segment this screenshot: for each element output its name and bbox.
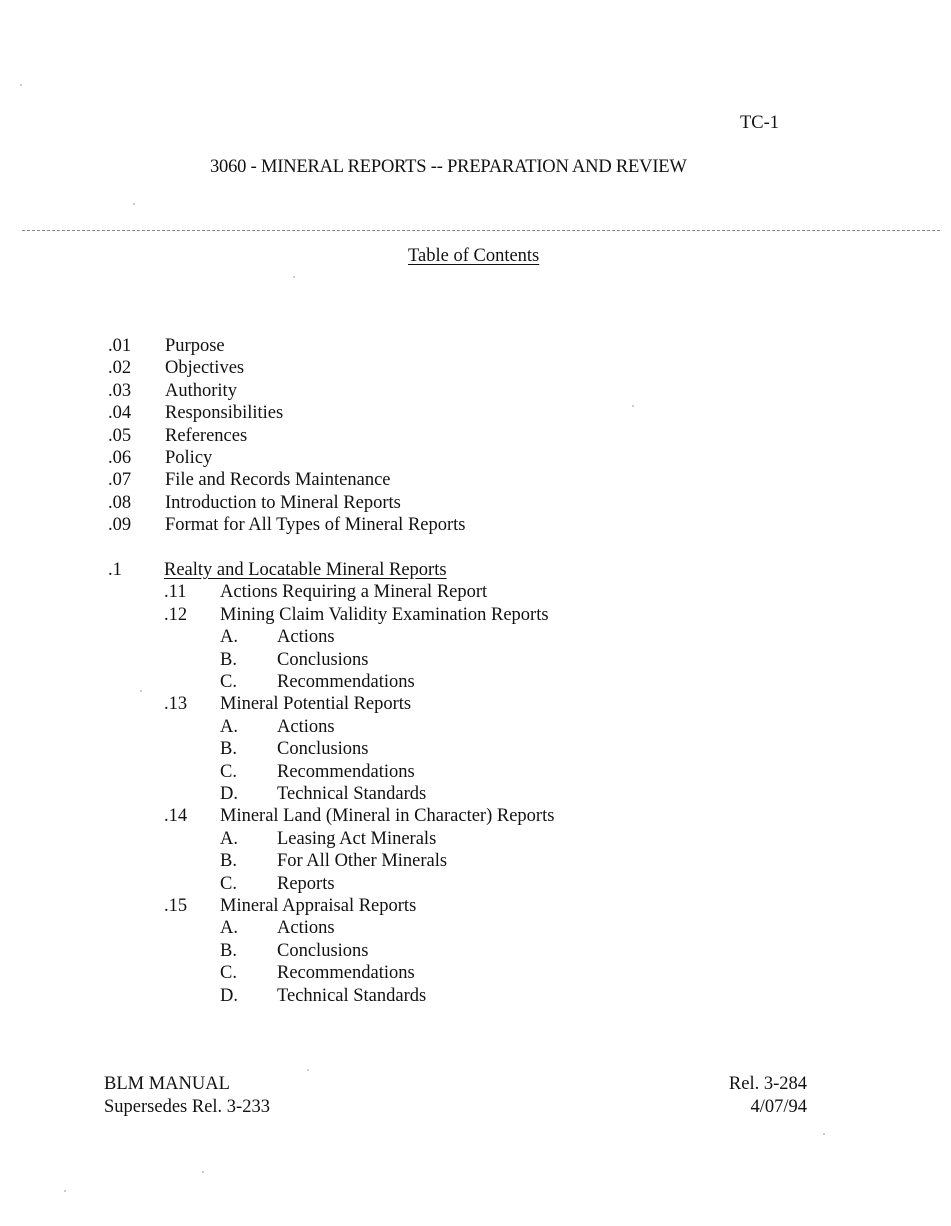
toc-entry-text: Mineral Land (Mineral in Character) Reports bbox=[220, 806, 555, 826]
toc-entry-text: File and Records Maintenance bbox=[165, 470, 391, 490]
toc-entry-text: Format for All Types of Mineral Reports bbox=[165, 515, 466, 535]
toc-entry-text: Mineral Appraisal Reports bbox=[220, 896, 417, 916]
toc-number: .02 bbox=[108, 358, 132, 378]
toc-number: B. bbox=[220, 739, 237, 759]
toc-entry-text: Leasing Act Minerals bbox=[277, 829, 437, 849]
toc-entry-text: Recommendations bbox=[277, 762, 415, 782]
toc-entry-text: Conclusions bbox=[277, 941, 369, 961]
toc-number: .03 bbox=[108, 381, 132, 401]
scan-speck bbox=[202, 1171, 204, 1173]
scan-speck bbox=[140, 690, 142, 692]
toc-entry-text: Purpose bbox=[165, 336, 225, 356]
scan-speck bbox=[64, 1190, 66, 1192]
toc-number: .08 bbox=[108, 493, 132, 513]
toc-entry-text: References bbox=[165, 426, 248, 446]
toc-number: .07 bbox=[108, 470, 132, 490]
toc-number: C. bbox=[220, 963, 237, 983]
toc-entry-text: Policy bbox=[165, 448, 213, 468]
toc-entry-text: Recommendations bbox=[277, 963, 415, 983]
footer-release: Rel. 3-284 bbox=[728, 1074, 807, 1094]
toc-entry-text: Actions bbox=[277, 918, 335, 938]
toc-entry-text: Conclusions bbox=[277, 739, 369, 759]
toc-entry-text: Reports bbox=[277, 874, 335, 894]
footer-manual: BLM MANUAL bbox=[104, 1074, 230, 1094]
toc-number: .14 bbox=[164, 806, 188, 826]
footer-supersedes: Supersedes Rel. 3-233 bbox=[104, 1097, 270, 1117]
scan-speck bbox=[307, 1069, 309, 1071]
toc-entry-text: Actions bbox=[277, 627, 335, 647]
toc-number: B. bbox=[220, 851, 237, 871]
toc-number: A. bbox=[220, 918, 238, 938]
dashed-divider bbox=[22, 230, 940, 231]
toc-number: .11 bbox=[164, 582, 187, 602]
toc-entry-text: Technical Standards bbox=[277, 784, 427, 804]
toc-entry-text: Recommendations bbox=[277, 672, 415, 692]
toc-number: .1 bbox=[108, 560, 122, 580]
scan-speck bbox=[632, 405, 634, 407]
toc-entry-text: Mineral Potential Reports bbox=[220, 694, 412, 714]
scan-speck bbox=[823, 1133, 825, 1135]
document-title: 3060 - MINERAL REPORTS -- PREPARATION AND REVIEW bbox=[210, 157, 687, 177]
toc-entry-text: Technical Standards bbox=[277, 986, 427, 1006]
toc-entry-text: Objectives bbox=[165, 358, 245, 378]
toc-entry-text: Actions Requiring a Mineral Report bbox=[220, 582, 488, 602]
toc-number: .05 bbox=[108, 426, 132, 446]
toc-number: .15 bbox=[164, 896, 188, 916]
toc-number: .12 bbox=[164, 605, 188, 625]
toc-entry-text: Conclusions bbox=[277, 650, 369, 670]
toc-entry-text: For All Other Minerals bbox=[277, 851, 448, 871]
toc-number: A. bbox=[220, 829, 238, 849]
toc-number: .04 bbox=[108, 403, 132, 423]
toc-number: A. bbox=[220, 627, 238, 647]
toc-number: C. bbox=[220, 762, 237, 782]
toc-number: .13 bbox=[164, 694, 188, 714]
toc-entry-text: Mining Claim Validity Examination Reports bbox=[220, 605, 549, 625]
toc-number: D. bbox=[220, 784, 238, 804]
toc-number: B. bbox=[220, 941, 237, 961]
toc-entry-text: Actions bbox=[277, 717, 335, 737]
toc-entry-text: Responsibilities bbox=[165, 403, 284, 423]
page-number: TC-1 bbox=[740, 113, 780, 133]
toc-number: .09 bbox=[108, 515, 132, 535]
toc-number: .01 bbox=[108, 336, 132, 356]
toc-number: D. bbox=[220, 986, 238, 1006]
toc-number: A. bbox=[220, 717, 238, 737]
scan-speck bbox=[293, 276, 295, 278]
toc-number: C. bbox=[220, 874, 237, 894]
scan-speck bbox=[133, 203, 135, 205]
toc-entry-text: Introduction to Mineral Reports bbox=[165, 493, 401, 513]
toc-entry-text: Realty and Locatable Mineral Reports bbox=[164, 560, 447, 580]
toc-heading: Table of Contents bbox=[408, 246, 540, 266]
scan-speck bbox=[20, 84, 22, 86]
toc-number: .06 bbox=[108, 448, 132, 468]
toc-entry-text: Authority bbox=[165, 381, 237, 401]
toc-number: C. bbox=[220, 672, 237, 692]
toc-number: B. bbox=[220, 650, 237, 670]
footer-date: 4/07/94 bbox=[750, 1097, 807, 1117]
